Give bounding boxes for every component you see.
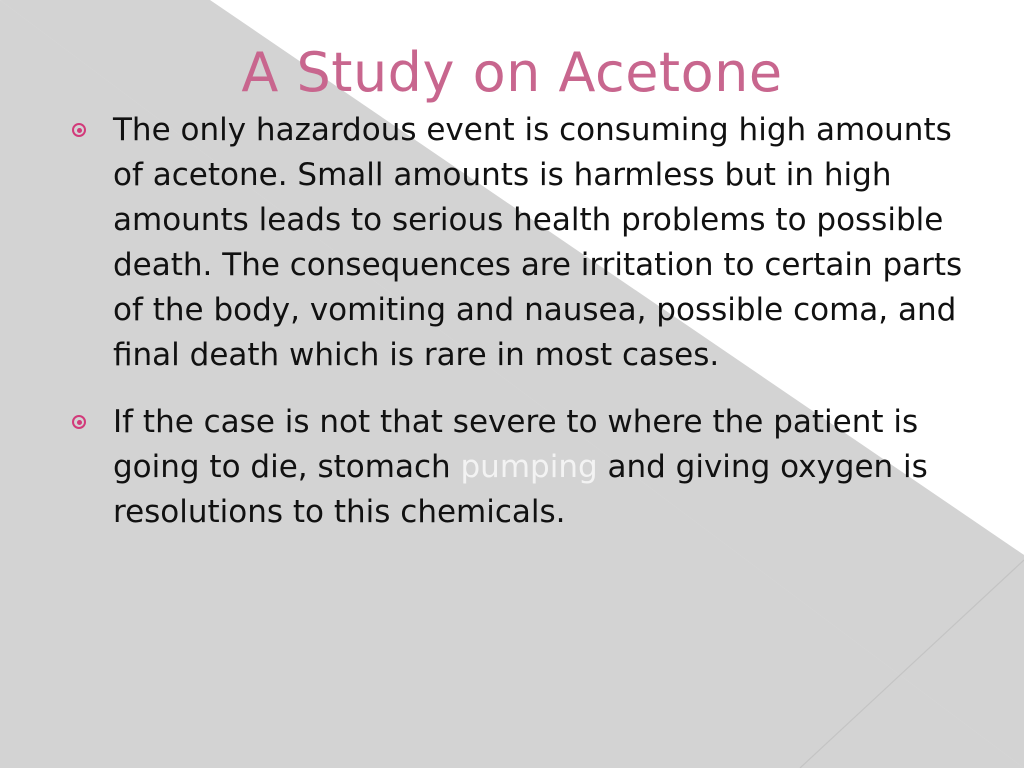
circle-dot-icon [72, 415, 86, 429]
bullet-item-hazards [70, 108, 980, 378]
bullet-item-resolutions [70, 400, 980, 535]
bullet-text-before: If the case is not that severe to where the patient is going to die, stomach [113, 404, 919, 485]
bullet-text: The only hazardous event is consuming high amounts of acetone. Small amounts is harmless but in high amounts leads to serious health problems to possible death. The consequences are irritation to certain parts of the body, vomiting and nausea, possible coma, and final death which is rare in most cases. [113, 112, 963, 373]
slide-title: A Study on Acetone [241, 41, 783, 104]
circle-dot-icon [72, 123, 86, 137]
bullet-faded-word: pumping [460, 449, 598, 485]
bullet-list [70, 108, 980, 557]
bullet-text-after: and giving oxygen is resolutions to this chemicals. [113, 449, 928, 530]
bullet-text [113, 400, 980, 535]
